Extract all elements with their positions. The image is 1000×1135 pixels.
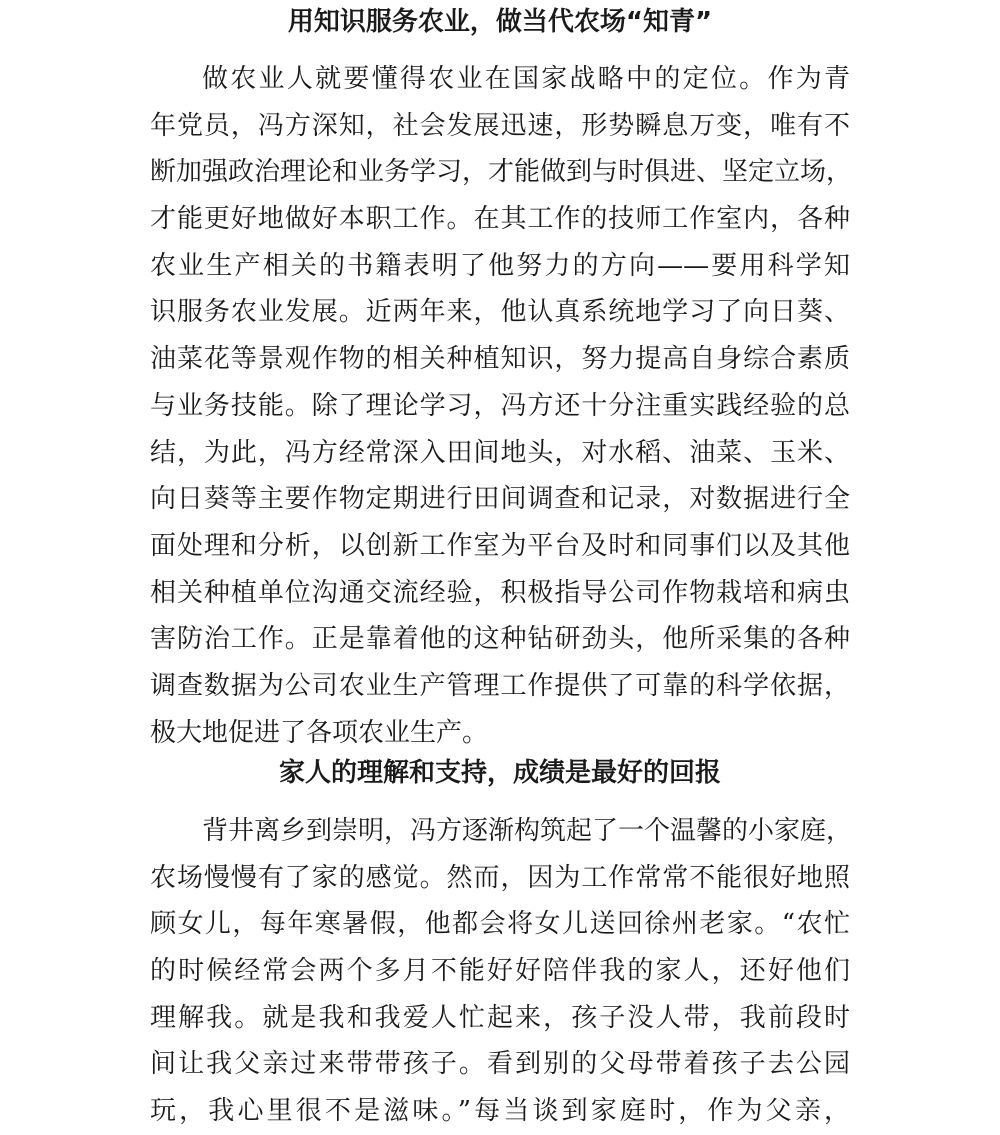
paragraph-line: 结，为此，冯方经常深入田间地头，对水稻、油菜、玉米、 bbox=[150, 437, 850, 468]
paragraph-2 bbox=[150, 808, 853, 1135]
section-heading-1: 用知识服务农业，做当代农场“知青” bbox=[287, 7, 713, 37]
paragraph-line: 理解我。就是我和我爱人忙起来，孩子没人带，我前段时 bbox=[150, 1002, 850, 1033]
paragraph-line: 面处理和分析，以创新工作室为平台及时和同事们以及其他 bbox=[150, 530, 850, 561]
paragraph-line: 极大地促进了各项农业生产。 bbox=[150, 717, 489, 748]
paragraph-line: 农场慢慢有了家的感觉。然而，因为工作常常不能很好地照 bbox=[150, 862, 850, 893]
paragraph-line: 间让我父亲过来带带孩子。看到别的父母带着孩子去公园 bbox=[150, 1049, 850, 1080]
paragraph-line: 相关种植单位沟通交流经验，积极指导公司作物栽培和病虫 bbox=[150, 577, 850, 608]
paragraph-line: 油菜花等景观作物的相关种植知识，努力提高自身综合素质 bbox=[150, 344, 850, 375]
paragraph-line: 害防治工作。正是靠着他的这种钻研劲头，他所采集的各种 bbox=[150, 624, 850, 655]
paragraph-line: 调查数据为公司农业生产管理工作提供了可靠的科学依据， bbox=[150, 670, 850, 701]
paragraph-line: 才能更好地做好本职工作。在其工作的技师工作室内，各种 bbox=[150, 204, 850, 235]
paragraph-line: 背井离乡到崇明，冯方逐渐构筑起了一个温馨的小家庭， bbox=[202, 816, 853, 846]
paragraph-line: 玩，我心里很不是滋味。”每当谈到家庭时，作为父亲， bbox=[150, 1096, 850, 1127]
section-heading-2: 家人的理解和支持，成绩是最好的回报 bbox=[278, 758, 721, 788]
paragraph-line: 与业务技能。除了理论学习，冯方还十分注重实践经验的总 bbox=[150, 390, 850, 421]
paragraph-1 bbox=[150, 56, 853, 756]
paragraph-line: 做农业人就要懂得农业在国家战略中的定位。作为青 bbox=[202, 64, 850, 94]
paragraph-line: 向日葵等主要作物定期进行田间调查和记录，对数据进行全 bbox=[150, 484, 850, 515]
paragraph-line: 断加强政治理论和业务学习，才能做到与时俱进、坚定立场， bbox=[150, 157, 853, 188]
paragraph-line: 的时候经常会两个多月不能好好陪伴我的家人，还好他们 bbox=[150, 956, 850, 987]
paragraph-line: 农业生产相关的书籍表明了他努力的方向——要用科学知 bbox=[150, 250, 850, 281]
paragraph-line: 年党员，冯方深知，社会发展迅速，形势瞬息万变，唯有不 bbox=[150, 110, 850, 141]
paragraph-line: 识服务农业发展。近两年来，他认真系统地学习了向日葵、 bbox=[150, 297, 850, 328]
paragraph-line: 顾女儿，每年寒暑假，他都会将女儿送回徐州老家。“农忙 bbox=[150, 909, 850, 940]
